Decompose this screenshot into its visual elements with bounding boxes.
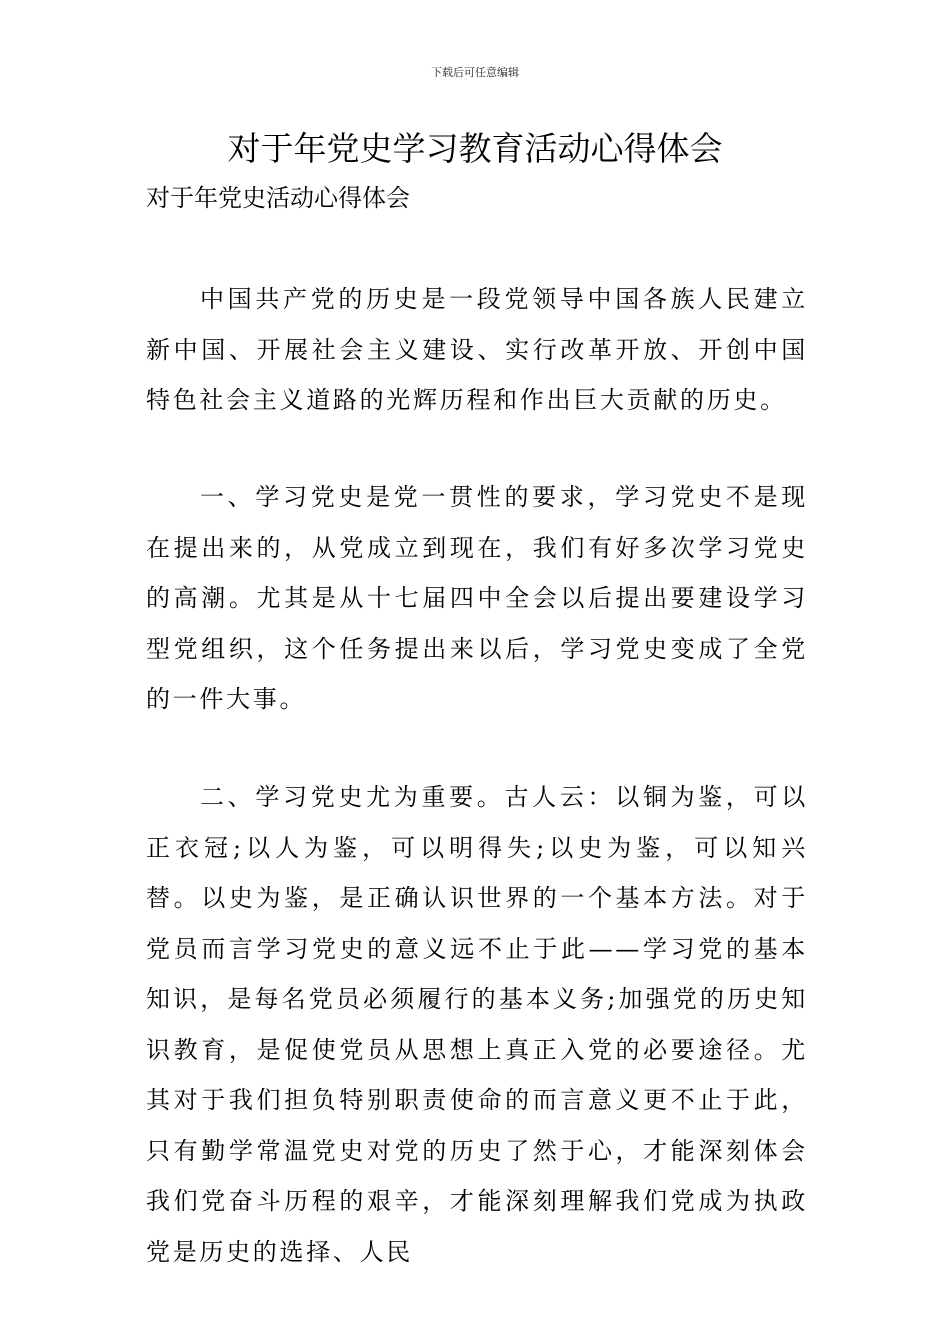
paragraph-point-one: 一、学习党史是党一贯性的要求，学习党史不是现在提出来的，从党成立到现在，我们有好多次学习党史的高潮。尤其是从十七届四中全会以后提出要建设学习型党组织，这个任务提出来以后，学习党史变成了全党的一件大事。 bbox=[146, 483, 808, 713]
document-title: 对于年党史学习教育活动心得体会 bbox=[227, 129, 723, 168]
header-note: 下载后可任意编辑 bbox=[431, 66, 519, 79]
paragraph-point-two: 二、学习党史尤为重要。古人云：以铜为鉴，可以正衣冠;以人为鉴，可以明得失;以史为鉴，可以知兴替。以史为鉴，是正确认识世界的一个基本方法。对于党员而言学习党史的意义远不止于此——学习党的基本知识，是每名党员必须履行的基本义务;加强党的历史知识教育，是促使党员从思想上真正入党的必要途径。尤其对于我们担负特别职责使命的而言意义更不止于此，只有勤学常温党史对党的历史了然于心，才能深刻体会我们党奋斗历程的艰辛，才能深刻理解我们党成为执政党是历史的选择、人民 bbox=[146, 783, 808, 1266]
document-subtitle: 对于年党史活动心得体会 bbox=[146, 184, 410, 212]
paragraph-intro: 中国共产党的历史是一段党领导中国各族人民建立新中国、开展社会主义建设、实行改革开放、开创中国特色社会主义道路的光辉历程和作出巨大贡献的历史。 bbox=[146, 285, 808, 414]
